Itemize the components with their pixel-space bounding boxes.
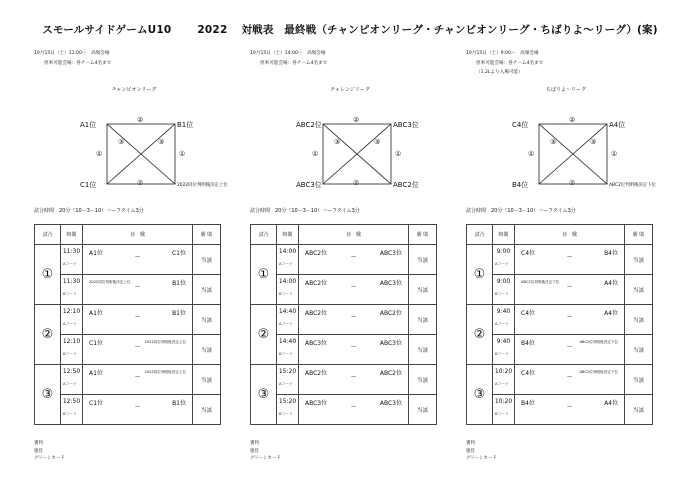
table-row — [35, 395, 221, 425]
header-match: 対 戦 — [83, 225, 193, 245]
team-b: ABC3位 — [379, 400, 402, 407]
game-result: 当該 — [409, 335, 437, 365]
team-b: ABC3位 — [379, 280, 402, 287]
game-time: 14:00 — [278, 278, 297, 285]
footer-green-card: グリーンカード — [466, 456, 497, 462]
team-b: B1位 — [172, 310, 186, 317]
court-name: Bコート — [279, 291, 293, 296]
table-row — [467, 335, 653, 365]
team-a: ABC2位判明後決定下位 — [521, 280, 560, 284]
mark-top: ② — [353, 116, 360, 124]
attendance-note: 担率可能会場：各チーム4名まで — [476, 61, 544, 66]
game-time-cell — [61, 365, 83, 395]
court-name: Bコート — [279, 351, 293, 356]
court-name: Bコート — [495, 351, 509, 356]
game-matchup — [515, 335, 625, 365]
round-label: ② — [467, 305, 493, 365]
table-row — [251, 305, 437, 335]
vs-separator: — — [567, 374, 572, 380]
round-label: ① — [251, 245, 277, 305]
team-b: ABC3位 — [379, 250, 402, 257]
mark-left: ① — [312, 150, 319, 158]
league-name: ちばりよ～リーグ — [545, 87, 586, 93]
title-part2: 対戦表 最終戦（チャンピオンリーグ・チャンピオンリーグ・ちばりよ～リーグ）(案) — [241, 24, 658, 36]
team-a: ABC2位 — [305, 370, 328, 377]
table-row — [35, 305, 221, 335]
game-matchup — [83, 245, 193, 275]
game-matchup — [83, 335, 193, 365]
game-result: 当該 — [625, 305, 653, 335]
team-a: C4位 — [521, 370, 536, 377]
mark-cross-left: ③ — [334, 138, 341, 146]
game-time-cell — [493, 245, 515, 275]
court-name: Aコート — [63, 381, 77, 386]
round-label: ① — [35, 245, 61, 305]
game-time: 14:40 — [278, 338, 297, 345]
court-name: Bコート — [63, 411, 77, 416]
team-b: ABC2位 — [379, 310, 402, 317]
game-time: 12:10 — [62, 338, 81, 345]
mark-top: ② — [137, 116, 144, 124]
footer-referee: 審判 — [34, 441, 43, 446]
game-time-cell — [277, 245, 299, 275]
game-matchup — [299, 335, 409, 365]
mark-right: ① — [179, 150, 186, 158]
game-time: 15:20 — [278, 398, 297, 405]
footer-operations: 運営 — [34, 448, 43, 454]
court-name: Bコート — [63, 351, 77, 356]
game-time-cell — [493, 395, 515, 425]
vs-separator: — — [135, 344, 140, 350]
team-top-right: ABC3位 — [393, 121, 419, 129]
vs-separator: — — [567, 344, 572, 350]
game-matchup — [83, 275, 193, 305]
team-b: C1位 — [171, 250, 186, 257]
team-a: 2022同位判明後決定上位 — [89, 280, 131, 284]
team-top-left: ABC2位 — [296, 121, 322, 129]
team-a: ABC2位 — [305, 280, 328, 287]
game-matchup — [83, 305, 193, 335]
footer-referee: 審判 — [466, 441, 475, 446]
mark-cross-left: ③ — [550, 138, 557, 146]
table-row — [467, 365, 653, 395]
vs-separator: — — [135, 404, 140, 410]
header-round: 試合 — [467, 225, 493, 245]
game-result: 当該 — [409, 365, 437, 395]
vs-separator: — — [567, 284, 572, 290]
court-name: Aコート — [495, 261, 509, 266]
team-bottom-right: ABC2位判明後決定下位 — [609, 183, 656, 188]
game-result: 当該 — [409, 275, 437, 305]
vs-separator: — — [567, 404, 572, 410]
team-b: A4位 — [604, 310, 618, 317]
game-time-cell — [277, 365, 299, 395]
game-time: 12:10 — [62, 308, 81, 315]
table-row — [35, 365, 221, 395]
team-top-right: B1位 — [177, 121, 194, 129]
game-result: 当該 — [625, 245, 653, 275]
schedule-table — [466, 224, 653, 425]
table-row — [467, 245, 653, 275]
game-time: 14:40 — [278, 308, 297, 315]
mark-bottom: ② — [353, 179, 360, 187]
table-header-row — [467, 225, 653, 245]
league-column — [466, 48, 666, 488]
team-b: ABC2位 — [379, 370, 402, 377]
table-row — [251, 335, 437, 365]
table-row — [251, 245, 437, 275]
header-result: 勝 敗 — [409, 225, 437, 245]
team-a: A1位 — [89, 370, 103, 377]
game-matchup — [515, 365, 625, 395]
table-row — [251, 275, 437, 305]
date-venue: 10月15日（土）9:00～ 高嶺会場 — [466, 51, 539, 56]
round-label: ③ — [251, 365, 277, 425]
game-time: 12:50 — [62, 368, 81, 375]
header-round: 試合 — [251, 225, 277, 245]
footer-green-card: グリーンカード — [250, 456, 281, 462]
team-a: ABC3位 — [305, 340, 328, 347]
team-a: C1位 — [89, 340, 104, 347]
schedule-table — [250, 224, 437, 425]
vs-separator: — — [351, 284, 356, 290]
court-name: Aコート — [279, 321, 293, 326]
team-b: B4位 — [604, 250, 618, 257]
mark-right: ① — [395, 150, 402, 158]
round-label: ② — [251, 305, 277, 365]
team-a: ABC2位 — [305, 310, 328, 317]
team-a: ABC3位 — [305, 400, 328, 407]
team-a: B4位 — [521, 340, 535, 347]
footer-referee: 審判 — [250, 441, 259, 446]
game-time: 10:20 — [494, 368, 513, 375]
team-b: ABC3位 — [379, 340, 402, 347]
game-matchup — [299, 305, 409, 335]
court-name: Bコート — [279, 411, 293, 416]
game-result: 当該 — [625, 365, 653, 395]
table-header-row — [35, 225, 221, 245]
footer-operations: 運営 — [250, 448, 259, 454]
league-name: チャレンジリーグ — [330, 87, 370, 93]
game-time: 9:00 — [496, 248, 511, 255]
round-label: ③ — [35, 365, 61, 425]
team-a: C1位 — [89, 400, 104, 407]
team-top-right: A4位 — [609, 121, 626, 129]
round-label: ② — [35, 305, 61, 365]
game-time: 14:00 — [278, 248, 297, 255]
game-time-cell — [61, 395, 83, 425]
game-result: 当該 — [625, 275, 653, 305]
schedule-table — [34, 224, 221, 425]
header-match: 対 戦 — [299, 225, 409, 245]
game-time: 15:20 — [278, 368, 297, 375]
match-time-info: 試合時間 20分（10－3－10）ハーフタイム3分 — [466, 208, 576, 214]
vs-separator: — — [351, 314, 356, 320]
mark-cross-left: ③ — [118, 138, 125, 146]
game-time-cell — [493, 335, 515, 365]
game-result: 当該 — [625, 395, 653, 425]
match-diagram — [466, 100, 666, 200]
footer-green-card: グリーンカード — [34, 456, 65, 462]
diagram-lines — [250, 100, 450, 200]
team-bottom-left: ABC3位 — [296, 181, 322, 189]
team-bottom-left: B4位 — [512, 181, 529, 189]
game-time-cell — [61, 305, 83, 335]
extra-note: （1.2Lより入場可能） — [476, 70, 523, 75]
header-result: 勝 敗 — [193, 225, 221, 245]
round-label: ① — [467, 245, 493, 305]
mark-right: ① — [611, 150, 618, 158]
header-time: 時間 — [61, 225, 83, 245]
header-round: 試合 — [35, 225, 61, 245]
court-name: Aコート — [495, 321, 509, 326]
footer-operations: 運営 — [466, 448, 475, 454]
court-name: Bコート — [495, 411, 509, 416]
team-bottom-left: C1位 — [80, 181, 97, 189]
game-time-cell — [61, 275, 83, 305]
vs-separator: — — [351, 374, 356, 380]
game-matchup — [299, 275, 409, 305]
team-a: A1位 — [89, 250, 103, 257]
game-time-cell — [493, 365, 515, 395]
game-matchup — [83, 395, 193, 425]
team-b: ABC2位判明後決定下位 — [579, 340, 618, 344]
match-time-info: 試合時間 20分（10－3－10）ハーフタイム3分 — [34, 208, 144, 214]
date-venue: 10月15日（土）11:00～ 高嶺会場 — [34, 51, 110, 56]
team-b: B1位 — [172, 280, 186, 287]
court-name: Aコート — [279, 381, 293, 386]
team-top-left: A1位 — [80, 121, 97, 129]
vs-separator: — — [567, 314, 572, 320]
game-result: 当該 — [409, 305, 437, 335]
team-b: B1位 — [172, 400, 186, 407]
mark-cross-right: ③ — [374, 138, 381, 146]
mark-left: ① — [528, 150, 535, 158]
attendance-note: 担率可能会場：各チーム4名まで — [44, 61, 112, 66]
game-result: 当該 — [193, 305, 221, 335]
match-diagram — [250, 100, 450, 200]
mark-cross-right: ③ — [158, 138, 165, 146]
court-name: Aコート — [495, 381, 509, 386]
game-time-cell — [61, 335, 83, 365]
table-row — [251, 395, 437, 425]
game-matchup — [299, 245, 409, 275]
team-top-left: C4位 — [512, 121, 529, 129]
attendance-note: 担率可能会場：各チーム4名まで — [260, 61, 328, 66]
header-match: 対 戦 — [515, 225, 625, 245]
vs-separator: — — [351, 344, 356, 350]
table-row — [35, 335, 221, 365]
team-a: A1位 — [89, 310, 103, 317]
vs-separator: — — [135, 254, 140, 260]
game-time-cell — [61, 245, 83, 275]
court-name: Aコート — [63, 321, 77, 326]
date-venue: 10月15日（土）14:00～ 高嶺会場 — [250, 51, 326, 56]
team-a: C4位 — [521, 250, 536, 257]
court-name: Bコート — [63, 291, 77, 296]
game-result: 当該 — [625, 335, 653, 365]
game-time: 9:00 — [496, 278, 511, 285]
vs-separator: — — [351, 404, 356, 410]
team-bottom-right: ABC2位 — [393, 181, 419, 189]
game-result: 当該 — [193, 395, 221, 425]
game-time: 9:40 — [496, 308, 511, 315]
header-time: 時間 — [277, 225, 299, 245]
vs-separator: — — [135, 314, 140, 320]
mark-cross-right: ③ — [590, 138, 597, 146]
header-time: 時間 — [493, 225, 515, 245]
game-matchup — [515, 395, 625, 425]
game-time: 11:30 — [62, 248, 81, 255]
game-matchup — [515, 275, 625, 305]
game-matchup — [515, 245, 625, 275]
team-b: A4位 — [604, 400, 618, 407]
vs-separator: — — [135, 374, 140, 380]
table-row — [467, 305, 653, 335]
game-result: 当該 — [409, 245, 437, 275]
team-b: 2022同位判明後決定上位 — [144, 340, 186, 344]
game-matchup — [299, 365, 409, 395]
title-part1: スモールサイドゲームU10 — [42, 24, 172, 36]
vs-separator: — — [135, 284, 140, 290]
vs-separator: — — [567, 254, 572, 260]
table-row — [467, 275, 653, 305]
staff-footer — [466, 440, 497, 463]
game-result: 当該 — [409, 395, 437, 425]
match-time-info: 試合時間 20分（10－3－10）ハーフタイム3分 — [250, 208, 360, 214]
team-b: 2022同位判明後決定上位 — [144, 370, 186, 374]
game-result: 当該 — [193, 275, 221, 305]
team-bottom-right: 2022同位判明後決定上位 — [177, 183, 228, 188]
game-result: 当該 — [193, 365, 221, 395]
game-time: 10:20 — [494, 398, 513, 405]
table-row — [35, 275, 221, 305]
table-header-row — [251, 225, 437, 245]
mark-bottom: ② — [137, 179, 144, 187]
vs-separator: — — [351, 254, 356, 260]
page-title — [0, 22, 700, 37]
game-time-cell — [277, 275, 299, 305]
court-name: Aコート — [63, 261, 77, 266]
table-row — [467, 395, 653, 425]
game-time-cell — [493, 305, 515, 335]
game-matchup — [299, 395, 409, 425]
match-diagram — [34, 100, 234, 200]
game-time-cell — [277, 395, 299, 425]
game-result: 当該 — [193, 245, 221, 275]
game-matchup — [515, 305, 625, 335]
team-a: B4位 — [521, 400, 535, 407]
game-time: 11:30 — [62, 278, 81, 285]
game-time-cell — [277, 335, 299, 365]
league-name: チャンピオンリーグ — [111, 87, 157, 93]
title-year: 2022 — [197, 24, 228, 36]
game-result: 当該 — [193, 335, 221, 365]
team-b: A4位 — [604, 280, 618, 287]
table-row — [251, 365, 437, 395]
game-time: 12:50 — [62, 398, 81, 405]
league-column — [34, 48, 234, 488]
table-row — [35, 245, 221, 275]
league-column — [250, 48, 450, 488]
team-a: ABC2位 — [305, 250, 328, 257]
round-label: ③ — [467, 365, 493, 425]
court-name: Bコート — [495, 291, 509, 296]
header-result: 勝 敗 — [625, 225, 653, 245]
staff-footer — [34, 440, 65, 463]
game-matchup — [83, 365, 193, 395]
team-b: ABC2位判明後決定下位 — [579, 370, 618, 374]
mark-left: ① — [96, 150, 103, 158]
mark-bottom: ② — [569, 179, 576, 187]
mark-top: ② — [569, 116, 576, 124]
team-a: C4位 — [521, 310, 536, 317]
staff-footer — [250, 440, 281, 463]
court-name: Aコート — [279, 261, 293, 266]
game-time: 9:40 — [496, 338, 511, 345]
game-time-cell — [493, 275, 515, 305]
game-time-cell — [277, 305, 299, 335]
